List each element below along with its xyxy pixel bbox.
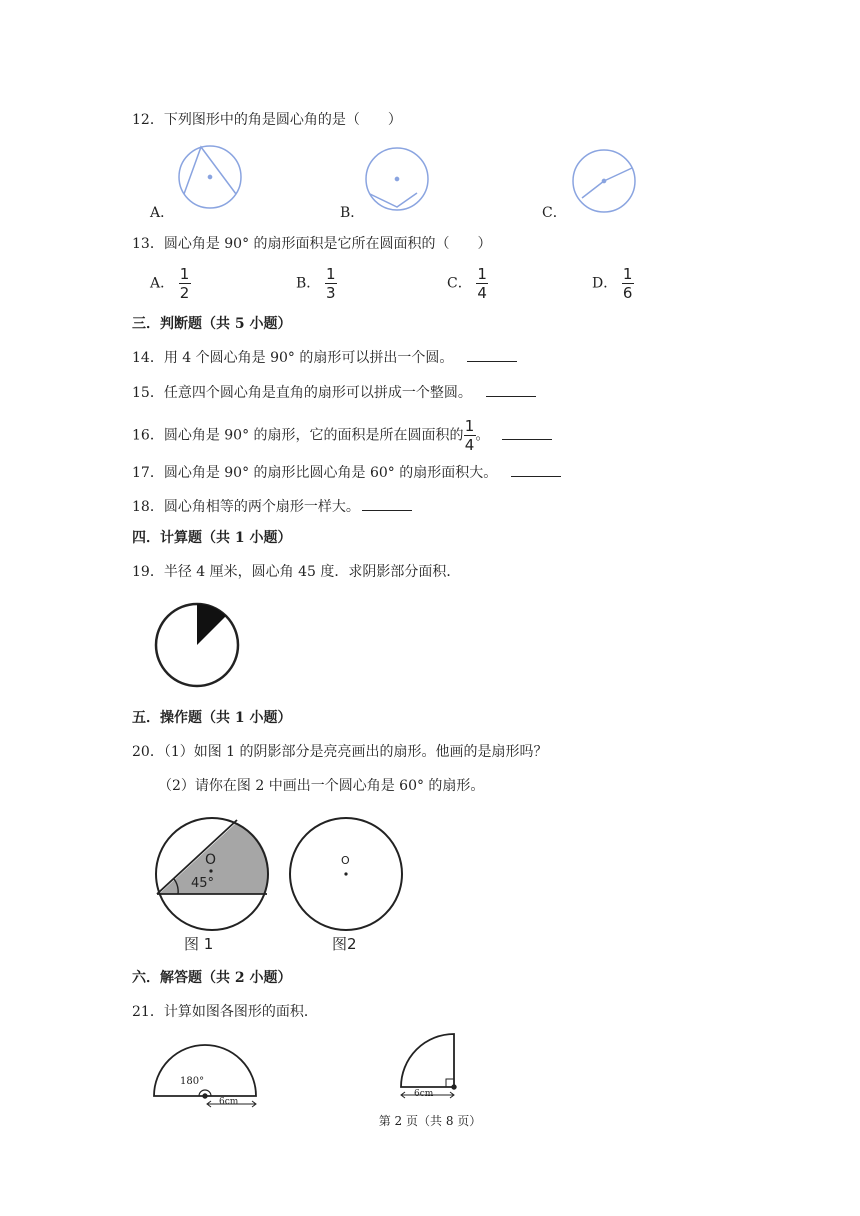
denominator: 4: [477, 284, 487, 302]
numerator: 1: [464, 417, 475, 435]
q13-option-c-label: C．: [447, 275, 472, 292]
question-21: 21．计算如图各图形的面积．: [132, 1004, 318, 1020]
numerator: 1: [622, 265, 633, 283]
section-3-title: 三．判断题（共 5 小题）: [132, 316, 292, 332]
numerator: 1: [477, 265, 487, 283]
question-16-tail: 。: [475, 427, 490, 444]
q13-option-a-label: A．: [150, 275, 175, 292]
question-20-part-1: 20．（1）如图 1 的阴影部分是亮亮画出的扇形。他画的是扇形吗？: [132, 744, 548, 760]
q21-figure-semicircle: [154, 1045, 256, 1107]
section-6-title: 六．解答题（共 2 小题）: [132, 970, 292, 986]
fig2-caption: 图2: [332, 935, 357, 953]
question-18-text: 18．圆心角相等的两个扇形一样大。: [132, 499, 360, 515]
question-17-text: 17．圆心角是 90° 的扇形比圆心角是 60° 的扇形面积大。: [132, 465, 498, 481]
q12-option-c-label: C．: [542, 205, 567, 221]
fig1-caption: 图 1: [184, 935, 214, 953]
q12-option-a-label: A．: [150, 205, 175, 221]
denominator: 4: [464, 436, 475, 454]
section-4-title: 四．计算题（共 1 小题）: [132, 530, 292, 546]
section-5-title: 五．操作题（共 1 小题）: [132, 710, 292, 726]
page-footer: 第 2 页（共 8 页）: [378, 1114, 482, 1128]
q21-fig2-radius-label: 6cm: [414, 1089, 434, 1099]
question-19: 19．半径 4 厘米，圆心角 45 度．求阴影部分面积．: [132, 564, 461, 580]
numerator: 1: [179, 265, 190, 283]
fig1-angle-label: 45°: [191, 876, 215, 891]
q21-fig1-radius-label: 6cm: [219, 1097, 239, 1107]
question-20-part-2: （2）请你在图 2 中画出一个圆心角是 60° 的扇形。: [158, 778, 485, 794]
question-16-text: 16．圆心角是 90° 的扇形，它的面积是所在圆面积的: [132, 427, 464, 444]
denominator: 3: [325, 284, 336, 302]
question-15-text: 15．任意四个圆心角是直角的扇形可以拼成一个整圆。: [132, 385, 472, 401]
question-13: 13．圆心角是 90° 的扇形面积是它所在圆面积的（ ）: [132, 236, 492, 252]
numerator: 1: [325, 265, 336, 283]
fig1-center-label: O: [205, 852, 217, 868]
denominator: 2: [179, 284, 190, 302]
denominator: 6: [622, 284, 633, 302]
fig2-center-label: O: [341, 854, 350, 867]
q12-option-b-label: B．: [340, 205, 365, 221]
q13-option-b-label: B．: [296, 275, 321, 292]
question-14-text: 14．用 4 个圆心角是 90° 的扇形可以拼出一个圆。: [132, 350, 454, 366]
q21-fig1-angle-label: 180°: [180, 1076, 205, 1087]
question-12: 12．下列图形中的角是圆心角的是（ ）: [132, 112, 402, 128]
q13-option-d-label: D．: [592, 275, 618, 292]
